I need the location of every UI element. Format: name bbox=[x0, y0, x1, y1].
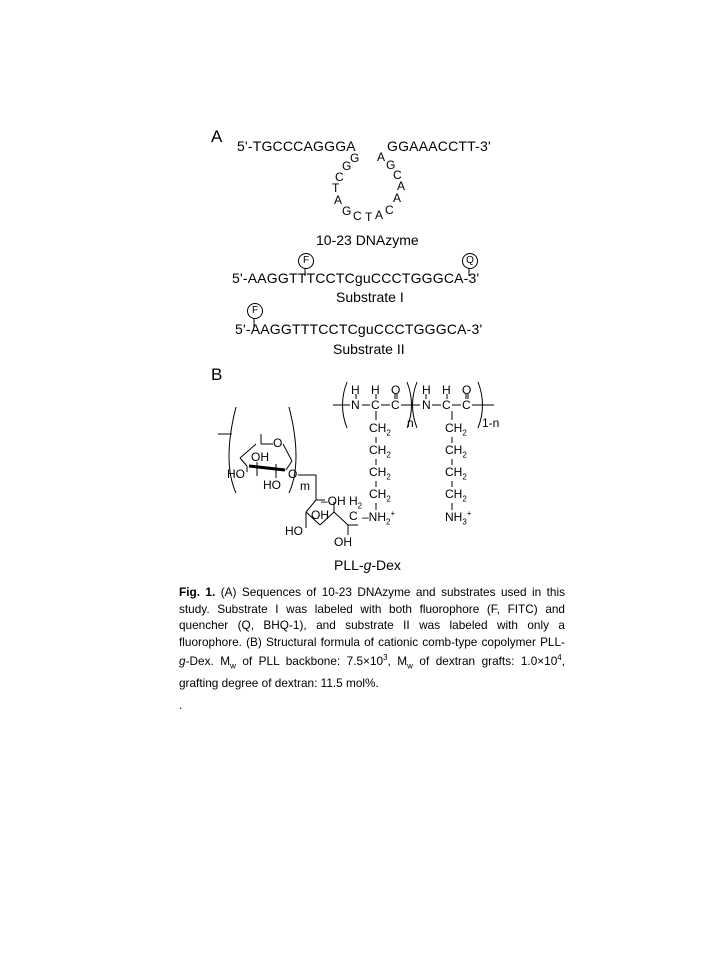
substrate-1-name: Substrate I bbox=[336, 289, 404, 305]
substrate-2-sequence: 5'-AAGGTTTCCTCguCCCTGGGCA-3' bbox=[235, 321, 483, 337]
atom-label: N bbox=[422, 398, 431, 412]
sugar-bond bbox=[240, 458, 247, 466]
sugar-bond bbox=[249, 466, 285, 470]
fluorophore-marker: F bbox=[298, 253, 314, 269]
atom-label: OH bbox=[251, 450, 269, 464]
dnazyme-left-arm: 5'-TGCCCAGGGA bbox=[237, 138, 356, 154]
atom-label: H bbox=[442, 383, 451, 397]
figure-caption-label: Fig. 1. bbox=[179, 585, 216, 599]
loop-letter: A bbox=[334, 193, 343, 207]
polymer-name: PLL-g-Dex bbox=[334, 557, 401, 573]
fluorophore-marker: F bbox=[247, 303, 263, 319]
atom-label: OH bbox=[334, 535, 352, 549]
ch2-group: $CH_2$ bbox=[369, 487, 391, 504]
atom-label: O bbox=[462, 383, 472, 397]
ch2-group: $CH_2$ bbox=[369, 465, 391, 482]
loop-letter: T bbox=[332, 181, 340, 195]
nh3-plus-group: $NH_3^+$ bbox=[445, 509, 472, 527]
atom-label: O bbox=[288, 467, 298, 481]
atom-label: H bbox=[351, 383, 360, 397]
atom-label: H bbox=[422, 383, 431, 397]
ch2-group: $CH_2$ bbox=[369, 421, 391, 438]
atom-label: O bbox=[391, 383, 401, 397]
repeat-subscript: m bbox=[300, 479, 310, 493]
repeat-subscript: 1-n bbox=[482, 416, 500, 430]
ch2-group: $CH_2$ bbox=[445, 443, 467, 460]
atom-label: HO bbox=[263, 478, 281, 492]
ch2-group: $CH_2$ bbox=[369, 443, 391, 460]
loop-letter: G bbox=[386, 158, 396, 172]
atom-label: –OH bbox=[321, 494, 346, 508]
atom-label: O bbox=[273, 436, 283, 450]
quencher-marker: Q bbox=[462, 253, 478, 269]
loop-letter: C bbox=[385, 203, 394, 217]
nh2-plus-group: $-NH_2^+$ bbox=[362, 509, 396, 527]
loop-letter: G bbox=[342, 159, 352, 173]
substrate-1-sequence: 5'-AAGGTTTCCTCguCCCTGGGCA-3' bbox=[232, 270, 480, 286]
ch2-group: $CH_2$ bbox=[445, 465, 467, 482]
dnazyme-name: 10-23 DNAzyme bbox=[316, 232, 419, 248]
trailing-period: . bbox=[179, 698, 183, 712]
panel-b-label: B bbox=[211, 365, 223, 384]
atom-label: HO bbox=[227, 467, 245, 481]
loop-letter: C bbox=[353, 209, 362, 223]
sugar-bond bbox=[334, 512, 348, 525]
loop-letter: C bbox=[335, 170, 344, 184]
loop-letter: A bbox=[377, 150, 386, 164]
dnazyme-right-arm: GGAAACCTT-3' bbox=[387, 138, 491, 154]
substrate-2-name: Substrate II bbox=[333, 341, 405, 357]
loop-letter: G bbox=[342, 204, 352, 218]
atom-label: OH bbox=[311, 508, 329, 522]
atom-label: C bbox=[442, 398, 451, 412]
ch2-group: $CH_2$ bbox=[445, 421, 467, 438]
atom-label: C bbox=[462, 398, 471, 412]
repeat-subscript: n bbox=[407, 416, 414, 430]
atom-label: N bbox=[351, 398, 360, 412]
panel-a-label: A bbox=[211, 127, 223, 146]
loop-letter: A bbox=[375, 208, 384, 222]
figure-caption: Fig. 1. (A) Sequences of 10-23 DNAzyme and substrates used in this study. Substrate I was labeled with both fluorophore (F, FITC) and quencher (Q, BHQ-1), and substrate II was labeled with only a fluorophore. (B) Structural formula of cationic comb-type copolymer PLL-g-Dex. $M_w$ of PLL backbone: $7.5\times 10^3$, $M_w$ of dextran grafts: $1.0\times 10^4$, grafting degree of dextran: 11.5 mol%. bbox=[179, 585, 566, 690]
atom-label: $H_2$ bbox=[349, 494, 363, 511]
atom-label: C bbox=[349, 509, 358, 523]
loop-letter: T bbox=[365, 210, 373, 224]
atom-label: C bbox=[371, 398, 380, 412]
atom-label: C bbox=[391, 398, 400, 412]
ch2-group: $CH_2$ bbox=[445, 487, 467, 504]
loop-letter: G bbox=[350, 151, 360, 165]
loop-letter: A bbox=[393, 191, 402, 205]
atom-label: HO bbox=[285, 524, 303, 538]
loop-letter: A bbox=[397, 179, 406, 193]
sugar-bond bbox=[283, 444, 292, 461]
loop-letter: C bbox=[393, 168, 402, 182]
atom-label: H bbox=[371, 383, 380, 397]
